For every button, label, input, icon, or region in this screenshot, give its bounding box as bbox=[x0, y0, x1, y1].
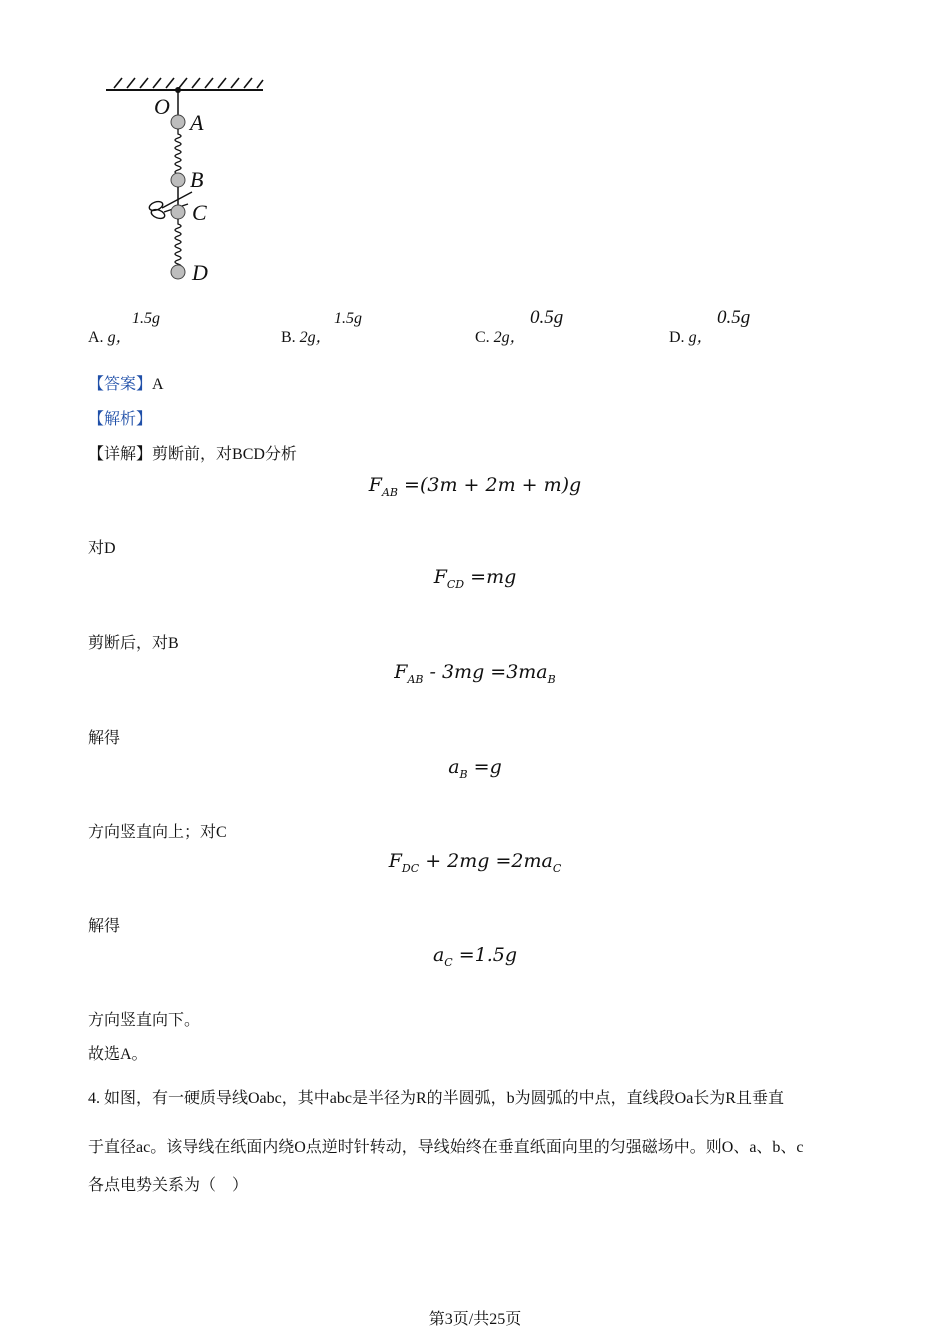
text-choose: 故选A。 bbox=[88, 1046, 148, 1063]
equation-4: $a_B =g$ bbox=[448, 756, 502, 781]
analysis-tag: 【解析】 bbox=[88, 411, 153, 428]
detail-text: 剪断前，对BCD分析 bbox=[152, 446, 297, 463]
question-4-line-1: 4. 如图，有一硬质导线Oabc，其中abc是半径为R的半圆弧，b为圆弧的中点，直线段Oa长为R且垂直 bbox=[88, 1090, 784, 1107]
equation-6: $a_C =1.5g$ bbox=[432, 944, 518, 969]
detail-tag: 【详解】 bbox=[88, 446, 153, 463]
spring-mass-figure bbox=[100, 74, 280, 289]
detail-line bbox=[88, 441, 297, 464]
text-solve-1: 解得 bbox=[88, 730, 121, 747]
question-4-line-3: 各点电势关系为（ ） bbox=[88, 1177, 249, 1194]
analysis-line bbox=[88, 406, 152, 429]
spring-diagram bbox=[100, 74, 280, 289]
text-dir-up: 方向竖直向上；对C bbox=[88, 824, 227, 841]
option-d-second: 0.5g bbox=[717, 307, 751, 328]
equation-3: $F_{AB} - 3mg =3ma_B$ bbox=[394, 661, 556, 686]
text-dir-down: 方向竖直向下。 bbox=[88, 1012, 201, 1029]
label-d: D bbox=[192, 260, 208, 285]
option-d[interactable]: D. g， 0.5g bbox=[669, 307, 751, 346]
scissors-icon bbox=[148, 192, 192, 220]
option-c[interactable]: C. 2g， 0.5g bbox=[475, 307, 564, 346]
equation-5: $F_{DC} + 2mg =2ma_C$ bbox=[388, 850, 562, 875]
label-a: A bbox=[190, 110, 204, 135]
answer-line bbox=[88, 371, 164, 394]
label-c: C bbox=[192, 200, 207, 225]
option-c-second: 0.5g bbox=[530, 307, 564, 328]
equation-1: $F_{AB} =(3m + 2m + m)g$ bbox=[368, 474, 582, 499]
page-footer: 第3页/共25页 bbox=[428, 1311, 522, 1328]
label-o: O bbox=[154, 94, 170, 119]
equation-2: $F_{CD} =mg$ bbox=[433, 566, 517, 591]
text-solve-2: 解得 bbox=[88, 918, 121, 935]
option-b-second: 1.5g bbox=[334, 310, 362, 327]
question-4-line-2: 于直径ac。该导线在纸面内绕O点逆时针转动，导线始终在垂直纸面向里的匀强磁场中。则O、a、b、c bbox=[88, 1139, 804, 1156]
option-a[interactable]: A. g， 1.5g bbox=[88, 310, 160, 346]
option-a-second: 1.5g bbox=[132, 310, 160, 327]
option-b[interactable]: B. 2g， 1.5g bbox=[281, 310, 362, 346]
text-for-d: 对D bbox=[88, 540, 116, 557]
text-after-cut: 剪断后，对B bbox=[88, 635, 179, 652]
label-b: B bbox=[190, 167, 204, 192]
answer-tag: 【答案】 bbox=[88, 376, 153, 393]
answer-value: A bbox=[152, 376, 164, 393]
